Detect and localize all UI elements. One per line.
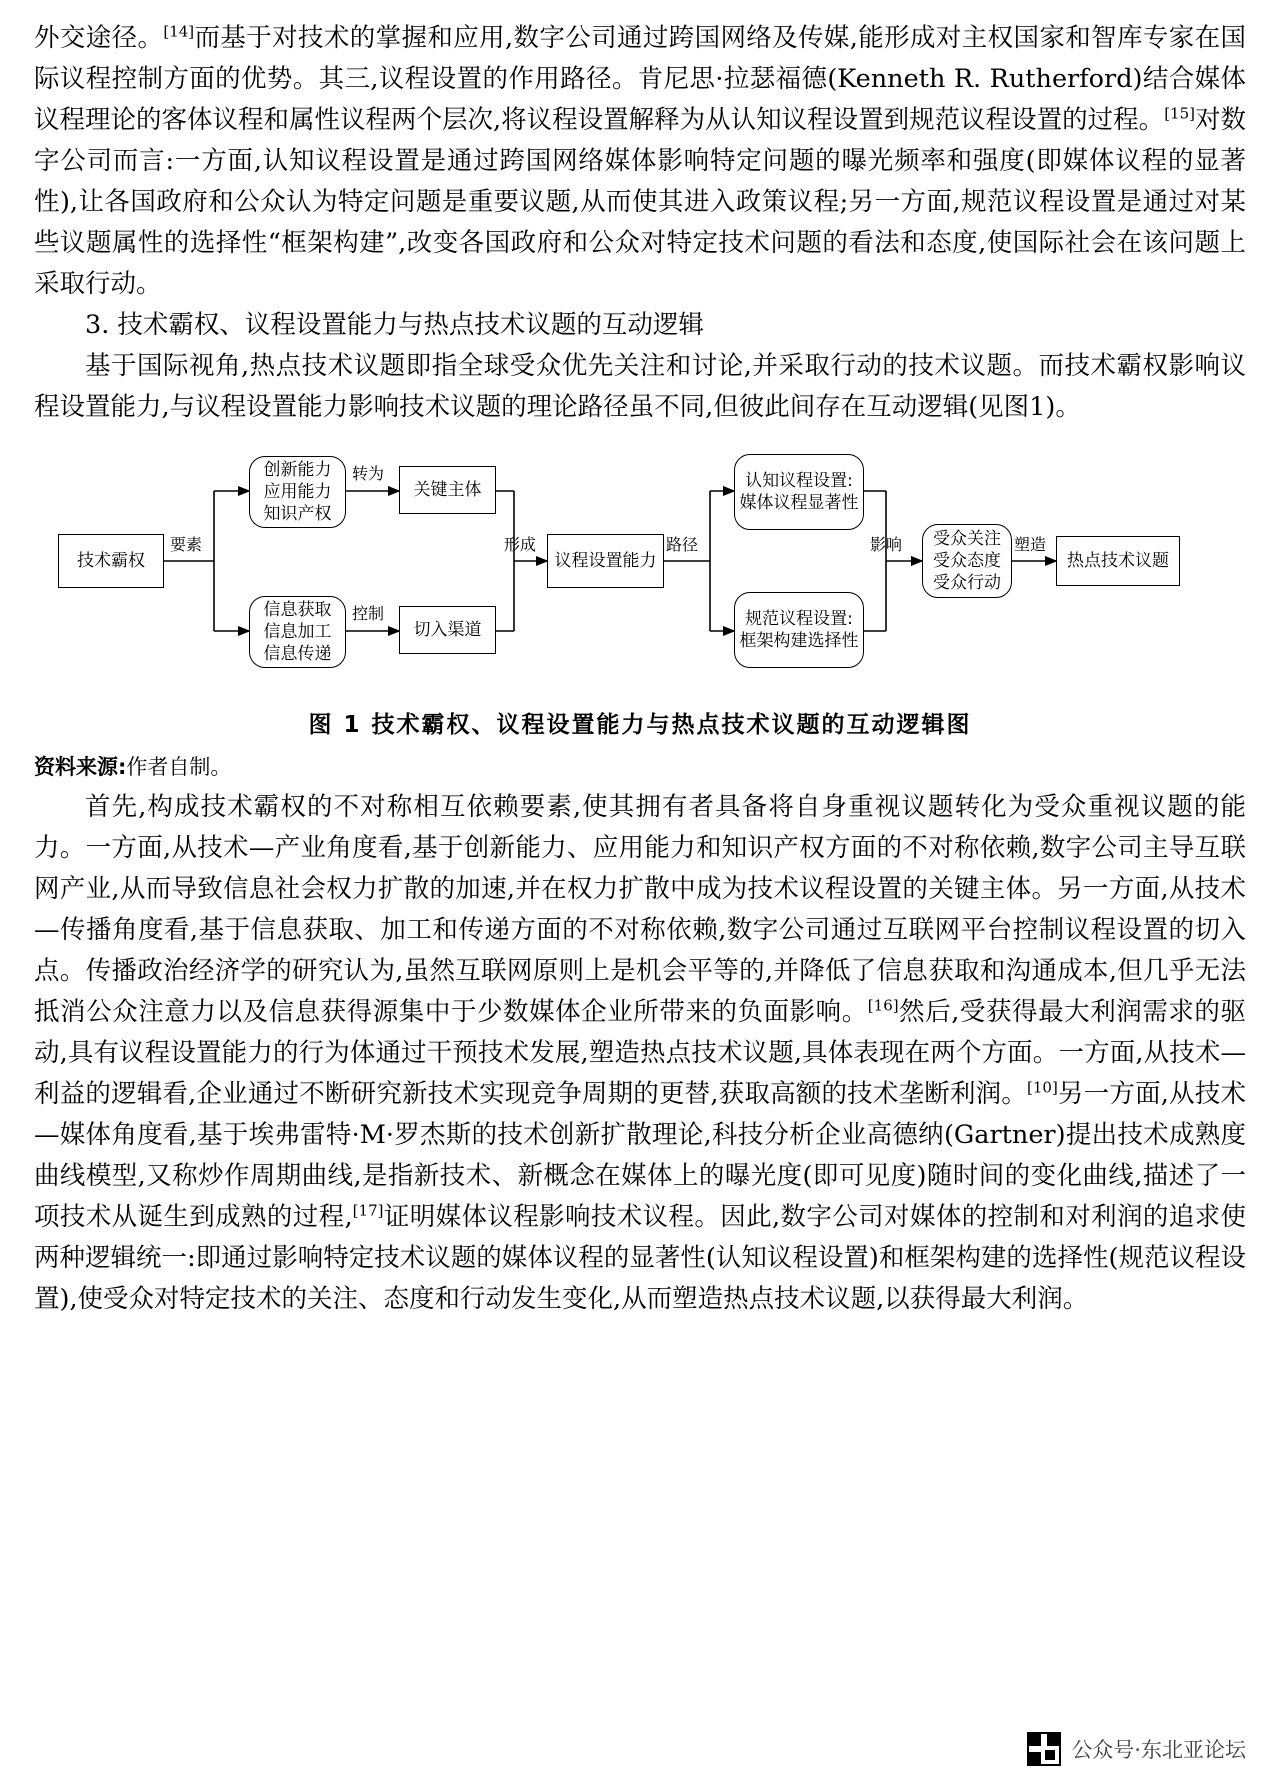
figure-node-information: 信息获取 信息加工 信息传递 (249, 596, 346, 668)
figure-node-audience: 受众关注 受众态度 受众行动 (922, 524, 1012, 598)
qr-code-icon (1027, 1732, 1061, 1766)
figure-edge-label-zhuanwei: 转为 (352, 464, 385, 483)
figure-source (34, 751, 1246, 781)
figure-node-key-actor: 关键主体 (399, 466, 496, 514)
section-heading: 3. 技术霸权、议程设置能力与热点技术议题的互动逻辑 (85, 310, 704, 340)
figure-source-value: 作者自制。 (126, 755, 232, 779)
figure-edge-label-yingxiang: 影响 (870, 535, 903, 554)
paragraph-after-heading: 基于国际视角,热点技术议题即指全球受众优先关注和讨论,并采取行动的技术议题。而技术霸权影响议程设置能力,与议程设置能力影响技术议题的理论路径虽不同,但彼此间存在互动逻辑(见图1)。 (34, 351, 1246, 422)
figure-node-agenda-setting-capacity: 议程设置能力 (547, 534, 664, 588)
wechat-account-label: 公众号·东北亚论坛 (1071, 1738, 1246, 1762)
figure-edge-label-kongzhi: 控制 (352, 604, 385, 623)
paragraph-bottom: 首先,构成技术霸权的不对称相互依赖要素,使其拥有者具备将自身重视议题转化为受众重视议题的能力。一方面,从技术—产业角度看,基于创新能力、应用能力和知识产权方面的不对称依赖,数字公司主导互联网产业,从而导致信息社会权力扩散的加速,并在权力扩散中成为技术议程设置的关键主体。另一方面,从技术—传播角度看,基于信息获取、加工和传递方面的不对称依赖,数字公司通过互联网平台控制议程设置的切入点。传播政治经济学的研究认为,虽然互联网原则上是机会平等的,并降低了信息获取和沟通成本,但几乎无法抵消公众注意力以及信息获得源集中于少数媒体企业所带来的负面影响。[16]然后,受获得最大利润需求的驱动,具有议程设置能力的行为体通过干预技术发展,塑造热点技术议题,具体表现在两个方面。一方面,从技术—利益的逻辑看,企业通过不断研究新技术实现竞争周期的更替,获取高额的技术垄断利润。[10]另一方面,从技术—媒体角度看,基于埃弗雷特·M·罗杰斯的技术创新扩散理论,科技分析企业高德纳(Gartner)提出技术成熟度曲线模型,又称炒作周期曲线,是指新技术、新概念在媒体上的曝光度(即可见度)随时间的变化曲线,描述了一项技术从诞生到成熟的过程,[17]证明媒体议程影响技术议程。因此,数字公司对媒体的控制和对利润的追求使两种逻辑统一:即通过影响特定技术议题的媒体议程的显著性(认知议程设置)和框架构建的选择性(规范议程设置),使受众对特定技术的关注、态度和行动发生变化,从而塑造热点技术议题,以获得最大利润。 (34, 792, 1246, 1314)
figure-edge-label-xingcheng: 形成 (504, 535, 537, 554)
figure-node-innovation: 创新能力 应用能力 知识产权 (249, 456, 346, 528)
wechat-account-badge (1027, 1732, 1246, 1766)
figure-edge-label-lujing: 路径 (666, 535, 699, 554)
figure-node-normative-agenda: 规范议程设置: 框架构建选择性 (734, 592, 864, 668)
figure-node-cognitive-agenda: 认知议程设置: 媒体议程显著性 (734, 454, 864, 530)
figure-node-hot-tech-topic: 热点技术议题 (1056, 536, 1180, 586)
figure-diagram (34, 456, 1246, 696)
paragraph-top: 外交途径。[14]而基于对技术的掌握和应用,数字公司通过跨国网络及传媒,能形成对主权国家和智库专家在国际议程控制方面的优势。其三,议程设置的作用路径。肯尼思·拉瑟福德(Kenneth R. Rutherford)结合媒体议程理论的客体议程和属性议程两个层次,将议程设置解释为从认知议程设置到规范议程设置的过程。[15]对数字公司而言:一方面,认知议程设置是通过跨国网络媒体影响特定问题的曝光频率和强度(即媒体议程的显著性),让各国政府和公众认为特定问题是重要议题,从而使其进入政策议程;另一方面,规范议程设置是通过对某些议题属性的选择性“框架构建”,改变各国政府和公众对特定技术问题的看法和态度,使国际社会在该问题上采取行动。 (34, 22, 1246, 299)
figure-caption: 图 1 技术霸权、议程设置能力与热点技术议题的互动逻辑图 (308, 712, 972, 738)
figure-node-tech-hegemony: 技术霸权 (58, 534, 164, 588)
figure-edge-label-suzao: 塑造 (1014, 535, 1047, 554)
figure-node-entry-channel: 切入渠道 (399, 606, 496, 654)
figure-edge-label-yaosu: 要素 (170, 535, 203, 554)
figure-source-label: 资料来源: (34, 755, 127, 779)
